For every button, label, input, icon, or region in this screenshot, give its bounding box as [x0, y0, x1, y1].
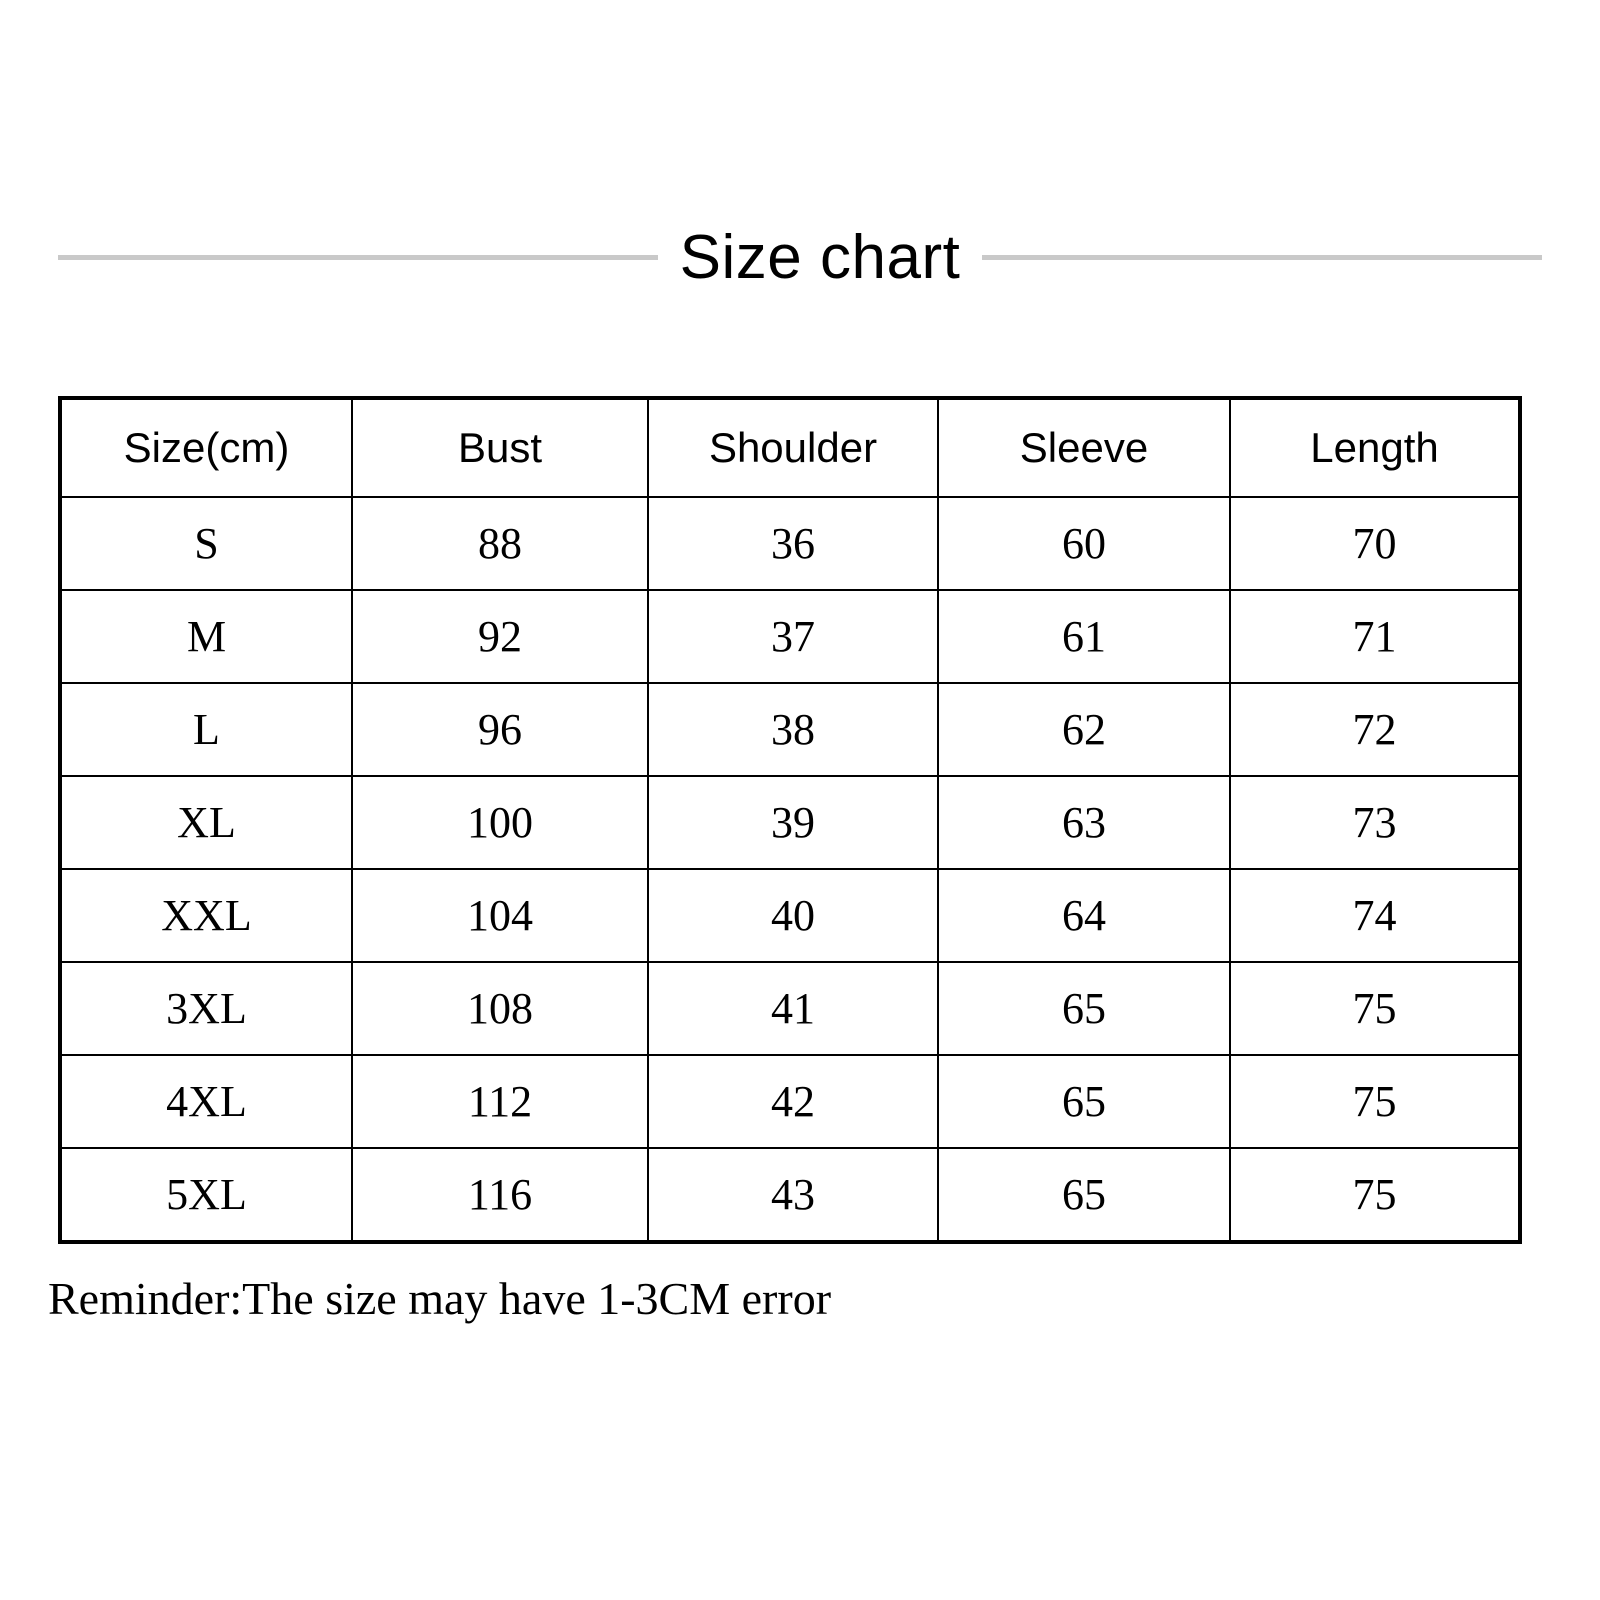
cell-length: 72	[1230, 683, 1520, 776]
column-header-length: Length	[1230, 398, 1520, 497]
cell-shoulder: 39	[648, 776, 938, 869]
cell-shoulder: 41	[648, 962, 938, 1055]
cell-size: XL	[60, 776, 352, 869]
cell-size: S	[60, 497, 352, 590]
cell-bust: 92	[352, 590, 648, 683]
reminder-note: Reminder:The size may have 1-3CM error	[48, 1273, 832, 1324]
cell-sleeve: 61	[938, 590, 1230, 683]
cell-size: L	[60, 683, 352, 776]
cell-size: M	[60, 590, 352, 683]
table-header-row	[60, 398, 1520, 497]
cell-bust: 104	[352, 869, 648, 962]
table-row	[60, 1055, 1520, 1148]
column-header-sleeve: Sleeve	[938, 398, 1230, 497]
cell-bust: 96	[352, 683, 648, 776]
cell-bust: 116	[352, 1148, 648, 1242]
cell-size: 4XL	[60, 1055, 352, 1148]
cell-bust: 88	[352, 497, 648, 590]
table-row	[60, 683, 1520, 776]
column-header-bust: Bust	[352, 398, 648, 497]
cell-sleeve: 60	[938, 497, 1230, 590]
cell-shoulder: 42	[648, 1055, 938, 1148]
column-header-size: Size(cm)	[60, 398, 352, 497]
cell-sleeve: 63	[938, 776, 1230, 869]
cell-bust: 108	[352, 962, 648, 1055]
page-title: Size chart	[679, 222, 961, 292]
cell-shoulder: 38	[648, 683, 938, 776]
table-row	[60, 497, 1520, 590]
cell-sleeve: 64	[938, 869, 1230, 962]
cell-bust: 112	[352, 1055, 648, 1148]
cell-length: 75	[1230, 1148, 1520, 1242]
cell-size: XXL	[60, 869, 352, 962]
size-table	[58, 396, 1522, 1244]
column-header-shoulder: Shoulder	[648, 398, 938, 497]
cell-shoulder: 43	[648, 1148, 938, 1242]
cell-length: 74	[1230, 869, 1520, 962]
title-block	[0, 212, 1600, 302]
cell-length: 70	[1230, 497, 1520, 590]
cell-bust: 100	[352, 776, 648, 869]
cell-size: 3XL	[60, 962, 352, 1055]
cell-sleeve: 65	[938, 962, 1230, 1055]
cell-sleeve: 65	[938, 1148, 1230, 1242]
cell-length: 71	[1230, 590, 1520, 683]
cell-shoulder: 36	[648, 497, 938, 590]
cell-shoulder: 37	[648, 590, 938, 683]
title-rule-right	[982, 255, 1542, 260]
table-row	[60, 962, 1520, 1055]
cell-shoulder: 40	[648, 869, 938, 962]
title-rule-left	[58, 255, 658, 260]
cell-length: 73	[1230, 776, 1520, 869]
cell-length: 75	[1230, 1055, 1520, 1148]
table-row	[60, 869, 1520, 962]
table-row	[60, 776, 1520, 869]
table-row	[60, 590, 1520, 683]
size-table-container	[58, 396, 1518, 1244]
cell-sleeve: 62	[938, 683, 1230, 776]
table-row	[60, 1148, 1520, 1242]
cell-length: 75	[1230, 962, 1520, 1055]
cell-sleeve: 65	[938, 1055, 1230, 1148]
cell-size: 5XL	[60, 1148, 352, 1242]
